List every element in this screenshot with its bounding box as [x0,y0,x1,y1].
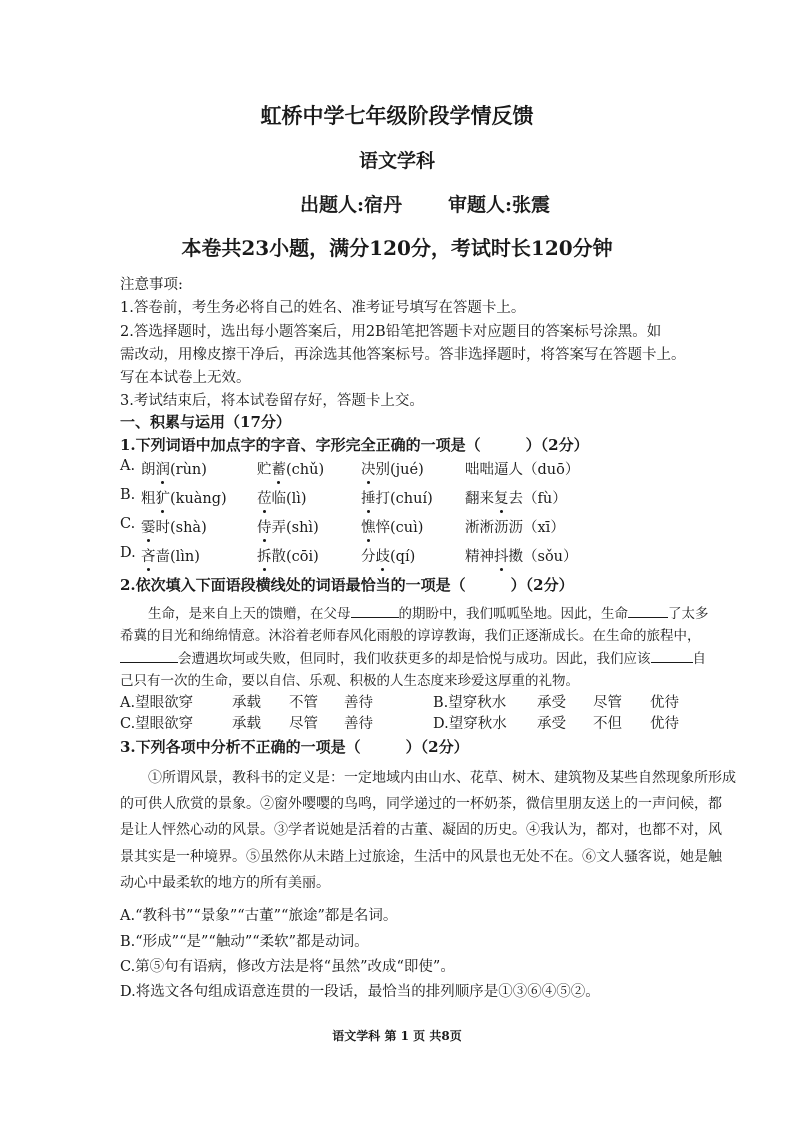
q3-option-a: A.“教科书”“景象”“古董”“旅途”都是名词。 [120,908,398,924]
q3-passage-line-2: 的可供人欣赏的景象。②窗外嘤嘤的鸟鸣，同学递过的一杯奶茶，微信里朋友送上的一声问候，都 [120,796,722,812]
option-word: 霎时(shà) [141,516,207,537]
q2-option-d-word-2: 承受 [537,716,566,732]
option-word: 憔悴(cuì) [361,516,423,537]
option-label: B. [120,487,136,503]
option-label: A. [120,458,136,474]
option-word: 拆散(cōi) [257,545,319,566]
option-word: 侍弄(shì) [257,516,319,537]
option-word: 分歧(qí) [361,545,415,566]
notice-item-2-line-3: 写在本试卷上无效。 [120,370,251,386]
q2-option-b-word-1: B.望穿秋水 [433,695,507,711]
q2-passage-line-1: 生命，是来自上天的馈赠，在父母 的期盼中，我们呱呱坠地。因此，生命 了太多 [148,602,709,622]
q2-option-c-word-3: 尽管 [289,716,318,732]
option-label: C. [120,516,136,532]
notice-item-2-line-2: 需改动，用橡皮擦干净后，再涂选其他答案标号。答非选择题时，将答案写在答题卡上。 [120,347,686,363]
setter-name: 出题人:宿丹 [300,194,403,216]
option-word: 咄咄逼人（duō） [465,462,580,478]
question-1-stem: 1.下列词语中加点字的字音、字形完全正确的一项是（ ）（2分） [120,436,589,454]
q2-option-a-word-2: 承载 [232,695,261,711]
q2-passage-line-3: 会遭遇坎坷或失败，但同时，我们收获更多的却是恰悦与成功。因此，我们应该 自 [120,647,706,667]
notice-heading: 注意事项: [120,277,183,293]
q2-option-b-word-2: 承受 [537,695,566,711]
option-word: 朗润(rùn) [141,458,207,479]
option-word: 淅淅沥沥（xī） [465,520,565,536]
q3-option-d: D.将选文各句组成语意连贯的一段话，最恰当的排列顺序是①③⑥④⑤②。 [120,984,600,1000]
question-2-stem: 2.依次填入下面语段横线处的词语最恰当的一项是（ ）（2分） [120,576,574,594]
q2-option-b-word-4: 优待 [650,695,679,711]
exam-title: 虹桥中学七年级阶段学情反馈 [260,103,534,128]
q2-option-b-word-3: 尽管 [593,695,622,711]
q2-option-c-word-2: 承载 [232,716,261,732]
q2-option-d-word-4: 优待 [650,716,679,732]
option-word: 吝啬(lìn) [141,545,200,566]
author-line [300,190,550,217]
option-label: D. [120,545,136,561]
notice-item-2-line-1: 2.答选择题时，选出每小题答案后，用2B铅笔把答题卡对应题目的答案标号涂黑。如 [120,324,662,340]
q2-option-a-word-4: 善待 [344,695,373,711]
page-footer: 语文学科 第 1 页 共8页 [332,1029,462,1043]
exam-summary: 本卷共23小题，满分120分，考试时长120分钟 [181,236,613,260]
q3-option-c: C.第⑤句有语病，修改方法是将“虽然”改成“即使”。 [120,959,455,975]
fill-blank [351,603,399,618]
q2-passage-line-2: 希冀的目光和绵绵情意。沐浴着老师春风化雨般的谆谆教诲，我们正逐渐成长。在生命的旅程中， [120,628,701,644]
q2-option-d-word-1: D.望穿秋水 [433,716,507,732]
option-word: 决别(jué) [361,458,424,479]
q2-option-c-word-1: C.望眼欲穿 [120,716,194,732]
notice-item-1: 1.答卷前，考生务必将自己的姓名、准考证号填写在答题卡上。 [120,300,526,316]
notice-item-3: 3.考试结束后，将本试卷留存好，答题卡上交。 [120,393,424,409]
fill-blank [120,648,178,663]
fill-blank [628,603,668,618]
q3-passage-line-5: 动心中最柔软的地方的所有美丽。 [120,875,330,891]
q3-passage-line-1: ①所谓风景，教科书的定义是：一定地域内由山水、花草、树木、建筑物及某些自然现象所形成 [148,770,736,786]
q3-passage-line-4: 景其实是一种境界。⑤虽然你从未踏上过旅途，生活中的风景也无处不在。⑥文人骚客说，她是触 [120,849,722,865]
section-1-title: 一、积累与运用（17分） [120,413,291,431]
option-word: 粗犷(kuàng) [141,487,227,508]
option-word: 贮蓄(chǔ) [257,458,324,479]
option-word: 精神抖擞（sǒu） [465,545,578,566]
fill-blank [651,648,693,663]
q3-option-b: B.“形成”“是”“触动”“柔软”都是动词。 [120,934,369,950]
q2-passage-line-4: 己只有一次的生命，要以自信、乐观、积极的人生态度来珍爱这厚重的礼物。 [120,673,579,689]
option-word: 翻来复去（fù） [465,487,567,508]
q2-option-a-word-1: A.望眼欲穿 [120,695,194,711]
q2-option-d-word-3: 不但 [593,716,622,732]
option-word: 捶打(chuí) [361,487,433,508]
q2-option-a-word-3: 不管 [289,695,318,711]
q2-option-c-word-4: 善待 [344,716,373,732]
q3-passage-line-3: 是让人怦然心动的风景。③学者说她是活着的古董、凝固的历史。④我认为，都对，也都不对，风 [120,822,722,838]
option-word: 莅临(lì) [257,487,307,508]
question-3-stem: 3.下列各项中分析不正确的一项是（ ）（2分） [120,738,469,756]
reviewer-name: 审题人:张震 [448,194,551,216]
subject-title: 语文学科 [358,150,435,172]
